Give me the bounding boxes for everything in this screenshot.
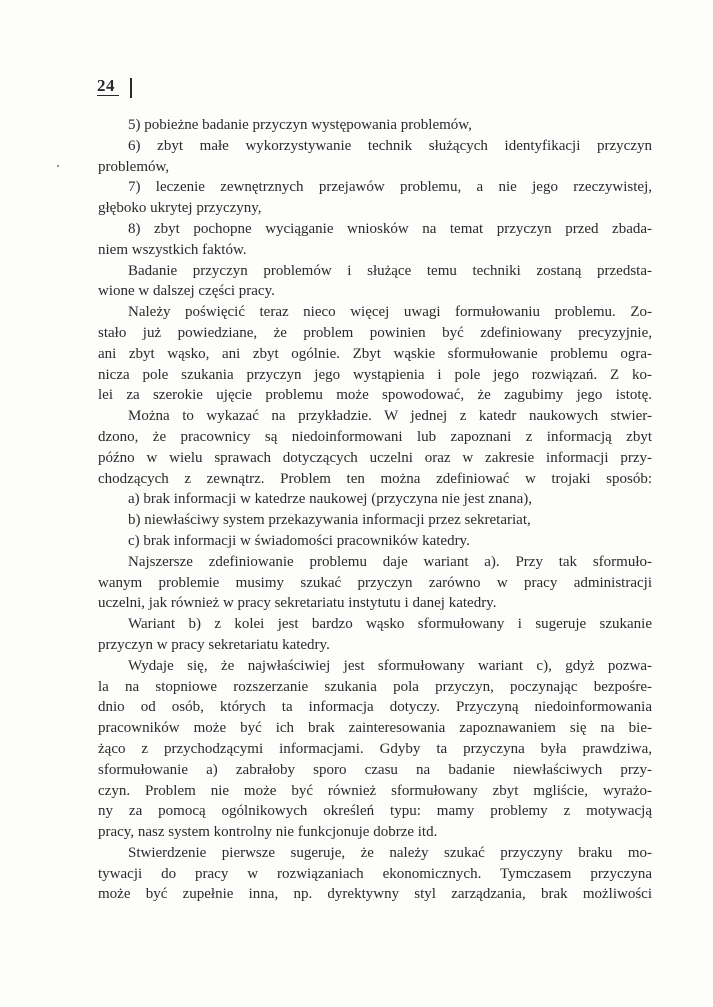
text-line: uczelni, jak również w pracy sekretariatu instytutu i danej katedry. [98, 595, 497, 612]
text-line: lei za szerokie ujęcie problemu może spowodować, że zagubimy jego istotę. [98, 387, 652, 404]
text-line: wione w dalszej części pracy. [98, 283, 275, 300]
text-line: pracowników może być ich brak zainteresowania zapoznawaniem się na bie- [98, 720, 652, 737]
text-line: ani zbyt wąsko, ani zbyt ogólnie. Zbyt wąskie sformułowanie problemu ogra- [98, 345, 652, 362]
text-line: 7) leczenie zewnętrznych przejawów problemu, a nie jego rzeczywistej, [128, 179, 652, 196]
text-line: 5) pobieżne badanie przyczyn występowania problemów, [128, 117, 472, 133]
text-line: Stwierdzenie pierwsze sugeruje, że należy szukać przyczyny braku mo- [128, 844, 652, 861]
text-line: późno w wielu sprawach dotyczących uczelni oraz w zakresie informacji przy- [98, 449, 652, 466]
page-number-rule [130, 78, 132, 98]
text-line: dzono, że pracownicy są niedoinformowani lub zapoznani z informacją zbyt [98, 428, 652, 445]
text-line: głęboko ukrytej przyczyny, [98, 200, 262, 217]
text-line: przyczyn w pracy sekretariatu katedry. [98, 636, 330, 653]
text-line: la na stopniowe rozszerzanie szukania pola przyczyn, poczynając bezpośre- [98, 678, 652, 695]
text-line: Badanie przyczyn problemów i służące temu techniki zostaną przedsta- [128, 262, 652, 279]
text-line: chodzących z zewnątrz. Problem ten można zdefiniować w trojaki sposób: [98, 470, 652, 487]
body-text [98, 115, 652, 905]
text-line: wanym problemie musimy szukać przyczyn zarówno w pracy administracji [98, 574, 652, 591]
text-line: ny za pomocą ogólnikowych określeń typu: mamy problemy z motywacją [98, 803, 652, 820]
text-line: tywacji do pracy w rozwiązaniach ekonomicznych. Tymczasem przyczyna [98, 865, 652, 882]
text-line: może być zupełnie inna, np. dyrektywny styl zarządzania, brak możliwości [98, 886, 652, 903]
text-line: c) brak informacji w świadomości pracowników katedry. [128, 532, 470, 549]
text-line: Wydaje się, że najwłaściwiej jest sformułowany wariant c), gdyż pozwa- [128, 657, 652, 674]
text-line: sformułowanie a) zabrałoby sporo czasu na badanie niewłaściwych przy- [98, 761, 652, 778]
text-line: a) brak informacji w katedrze naukowej (przyczyna nie jest znana), [128, 491, 532, 508]
text-line: b) niewłaściwy system przekazywania informacji przez sekretariat, [128, 512, 531, 529]
page-number: 24 [97, 76, 119, 96]
text-line: 6) zbyt małe wykorzystywanie technik służących identyfikacji przyczyn [128, 137, 652, 154]
text-line: problemów, [98, 158, 170, 175]
text-line: stało już powiedziane, że problem powinien być zdefiniowany precyzyjnie, [98, 324, 652, 341]
text-line: żąco z przychodzącymi informacjami. Gdyby ta przyczyna była prawdziwa, [98, 740, 652, 757]
text-line: 8) zbyt pochopne wyciąganie wniosków na temat przyczyn przed zbada- [128, 220, 652, 237]
text-line: Wariant b) z kolei jest bardzo wąsko sformułowany i sugeruje szukanie [128, 616, 652, 633]
text-line: czyn. Problem nie może być również sformułowany zbyt mgliście, wyrażo- [98, 782, 652, 799]
text-line: dnio od osób, których ta informacja dotyczy. Przyczyną niedoinformowania [98, 699, 652, 716]
text-line: Można to wykazać na przykładzie. W jednej z katedr naukowych stwier- [128, 408, 652, 425]
text-line: Należy poświęcić teraz nieco więcej uwagi formułowaniu problemu. Zo- [128, 304, 652, 321]
text-line: niem wszystkich faktów. [98, 241, 247, 258]
text-line: nicza pole szukania przyczyn jego wystąpienia i pole jego rozwiązań. Z ko- [98, 366, 652, 383]
margin-speck [57, 165, 59, 167]
text-line: pracy, nasz system kontrolny nie funkcjonuje dobrze itd. [98, 824, 438, 841]
text-line: Najszersze zdefiniowanie problemu daje wariant a). Przy tak sformuło- [128, 553, 652, 570]
